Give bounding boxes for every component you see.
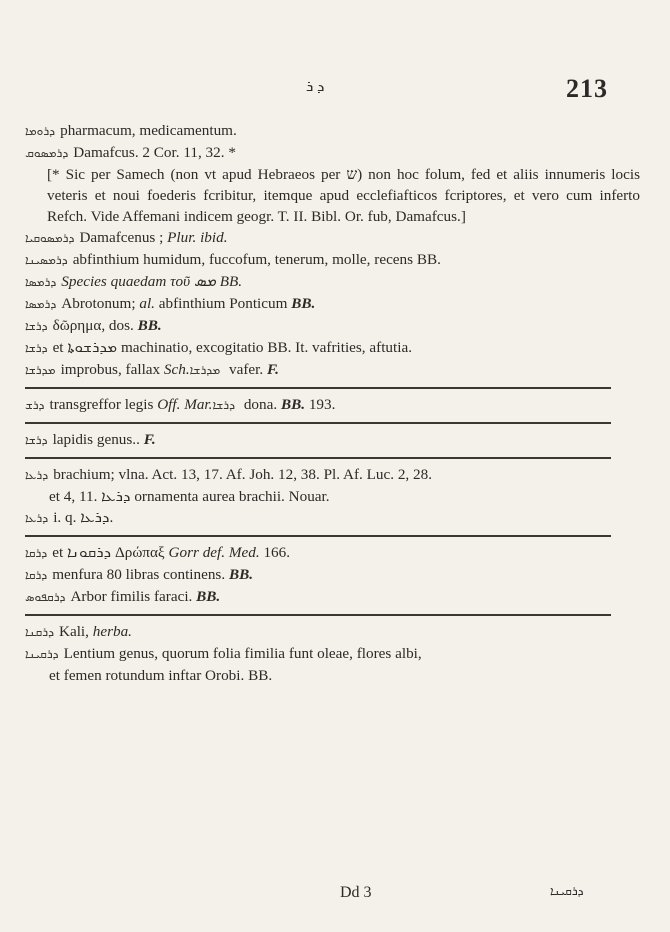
syriac-headword: ܕܪܩܐ [25,546,48,560]
entry-text: i. q. ܕܪܥܐ. [53,509,114,526]
syriac-headword: ܕܪܩܐ [25,568,48,582]
note-text: [* Sic per Samech (non vt apud Hebraeos per ש) non hoc folum, fed et aliis innumeris locis veteris et noui foederis fcribitur, itemque apud ecclefiafticos fcriptores, et vero cum inferto Refch. Vide Affemani indicem geogr. T. II. Bibl. Or. fub, Damafcus.] [47,166,640,225]
entry-text: abfinthium Ponticum [154,295,292,312]
entry-text: et ܡܕܪܫܘܬܐ machinatio, excogitatio BB. It. vafrities, aftutia. [52,339,412,356]
syriac-headword: ܕܪܫܐ [25,341,48,355]
syriac-headword: ܕܪܥܐ [25,468,49,482]
section-rule [25,422,611,424]
dictionary-entry [25,643,640,665]
entry-text: vafer. [225,361,267,378]
entry-text: Lentium genus, quorum folia fimilia funt oleae, flores albi, [63,645,422,662]
entry-text: Arbor fimilis faraci. [70,588,197,605]
entry-text: δῶρημα, dos. [52,317,138,334]
dictionary-entry [25,337,640,359]
catchword: ܕܪܩܝܢܐ [550,884,584,898]
dictionary-entry [25,271,640,293]
entry-text: et ܕܪܩܘܢܐ Δρώπαξ [52,544,169,561]
dictionary-entry [25,227,640,249]
dictionary-entry [25,507,640,529]
dictionary-entry [25,249,640,271]
continuation-text: et 4, 11. ܕܪܥܐ ornamenta aurea brachii. Nouar. [49,488,330,505]
dictionary-entry [25,394,640,416]
dictionary-entry [25,586,640,608]
entry-text: menfura 80 libras continens. [52,566,229,583]
signature-mark: Dd 3 [340,884,372,901]
running-header: ܕ ܪ [306,79,325,95]
entry-text: Kali, [59,623,93,640]
entry-italic: Off. Mar. [157,396,213,413]
dictionary-entry [25,359,640,381]
source-abbrev: BB. [228,566,253,583]
editorial-note [25,164,640,227]
entry-text: brachium; vlna. Act. 13, 17. Af. Joh. 12, 38. Pl. Af. Luc. 2, 28. [53,466,432,483]
entry-italic: Sch. [163,361,190,378]
section-rule [25,387,611,389]
entry-italic: Plur. ibid. [167,229,228,246]
syriac-headword: ܕܪܡܣܘܩ [25,146,69,160]
source-abbrev: BB. [291,295,316,312]
syriac-word: ܕܪܫܐ [212,398,236,412]
dictionary-entry [25,120,640,142]
entry-text: abfinthium humidum, fuccofum, tenerum, molle, recens BB. [72,251,441,268]
section-rule [25,535,611,537]
entry-text: lapidis genus.. [52,431,144,448]
dictionary-entry [25,564,640,586]
syriac-headword: ܕܪܡܣܐ [25,275,57,289]
dictionary-entry [25,293,640,315]
syriac-headword: ܕܪܫܐ [25,433,48,447]
dictionary-entries [25,120,640,686]
entry-text: Damafcus. 2 Cor. 11, 32. * [73,144,236,161]
syriac-headword: ܕܪܩܝܢܐ [25,647,59,661]
section-rule [25,457,611,459]
entry-continuation [25,486,640,507]
entry-italic: Gorr def. Med. [168,544,260,561]
entry-italic: al. [139,295,155,312]
dictionary-entry [25,315,640,337]
source-abbrev: F. [266,361,279,378]
entry-text: 193. [305,396,336,413]
syriac-word: ܡܕܪܫܐ [189,363,221,377]
dictionary-entry [25,464,640,486]
section-rule [25,614,611,616]
syriac-headword: ܕܪܡܣܐ [25,297,57,311]
syriac-headword: ܕܪܡܣܝܢܐ [25,253,68,267]
syriac-headword: ܕܪܫܐ [25,319,48,333]
dictionary-entry [25,429,640,451]
source-abbrev: BB. [280,396,306,413]
page-number: 213 [566,74,608,103]
entry-text: improbus, fallax [60,361,164,378]
dictionary-entry [25,542,640,564]
syriac-headword: ܕܪܘܡܐ [25,124,56,138]
dictionary-entry [25,621,640,643]
source-abbrev: F. [143,431,156,448]
source-abbrev: BB. [196,588,221,605]
entry-continuation [25,665,640,686]
entry-text: transgreffor legis [49,396,158,413]
entry-italic: Species quaedam τοῦ ܡܣ BB. [61,273,243,290]
entry-text: Abrotonum; [61,295,140,312]
syriac-headword: ܕܪܩܦܘܣ [25,590,66,604]
entry-text: Damafcenus ; [79,229,168,246]
syriac-headword: ܡܕܪܫܐ [25,363,56,377]
syriac-headword: ܕܪܫ [25,398,45,412]
entry-text: 166. [259,544,291,561]
syriac-headword: ܕܪܩܢܐ [25,625,54,639]
entry-text: dona. [240,396,281,413]
dictionary-entry [25,142,640,164]
entry-text: pharmacum, medicamentum. [60,122,237,139]
entry-italic: herba. [92,623,132,640]
source-abbrev: BB. [137,317,162,334]
syriac-headword: ܕܪܡܣܘܩܝܐ [25,231,75,245]
syriac-headword: ܕܪܥܐ [25,511,49,525]
continuation-text: et femen rotundum inftar Orobi. BB. [49,667,273,684]
